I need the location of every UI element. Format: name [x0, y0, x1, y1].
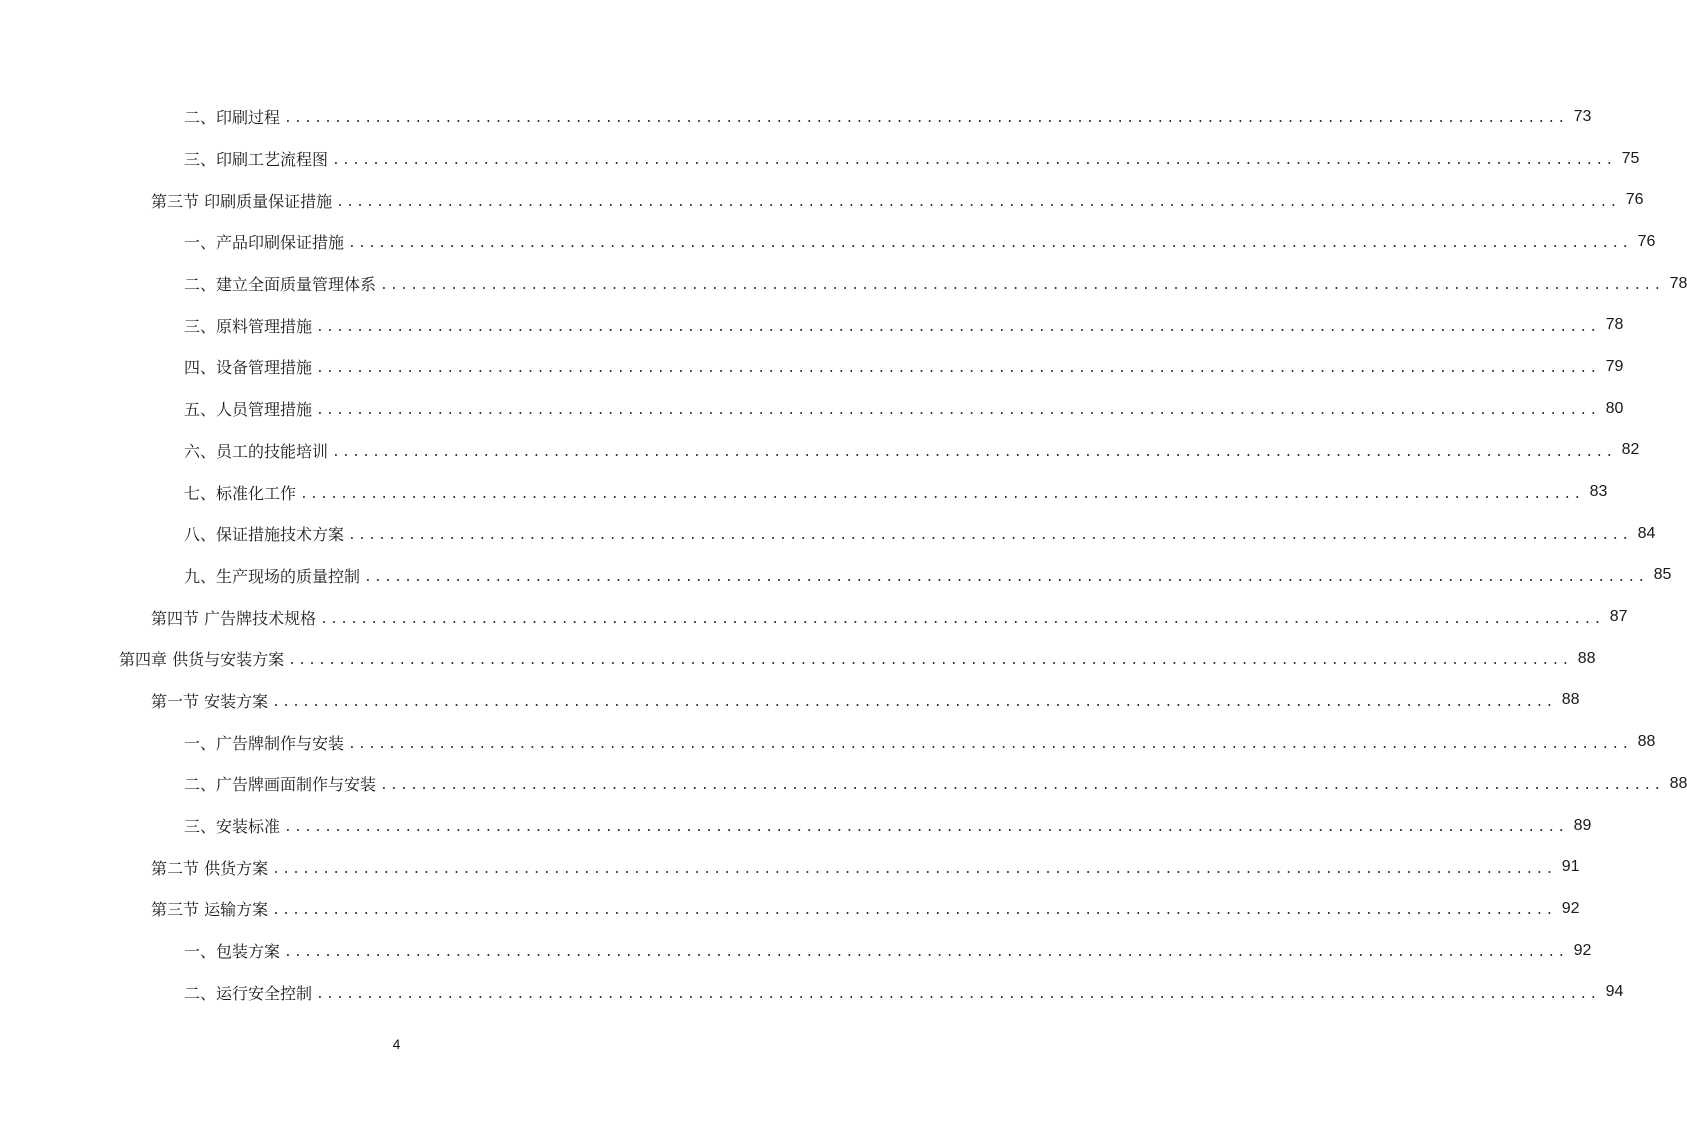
- toc-entry[interactable]: [0, 846, 1580, 888]
- toc-entry[interactable]: [0, 471, 1608, 513]
- toc-entry-title: 第一节 安装方案: [151, 691, 269, 711]
- toc-entry-title: 七、标准化工作: [184, 483, 297, 503]
- toc-leader: ................................................................................................................................: [272, 861, 1556, 877]
- toc-leader: ................................................................................................................................: [288, 653, 1572, 669]
- toc-entry[interactable]: [0, 304, 1624, 346]
- toc-leader: ................................................................................................................................: [316, 361, 1600, 377]
- toc-entry-page: 89: [1573, 816, 1592, 834]
- toc-entry[interactable]: [0, 263, 1687, 305]
- toc-leader: ................................................................................................................................: [348, 528, 1632, 544]
- toc-entry-title: 二、印刷过程: [184, 108, 281, 128]
- toc-entry-page: 79: [1605, 357, 1624, 375]
- toc-entry[interactable]: [0, 346, 1624, 388]
- toc-entry[interactable]: [0, 138, 1640, 180]
- toc-entry[interactable]: [0, 805, 1592, 847]
- toc-entry-page: 78: [1669, 274, 1687, 292]
- toc-entry-title: 二、建立全面质量管理体系: [184, 275, 377, 295]
- toc-entry-page: 82: [1621, 441, 1640, 459]
- toc-entry[interactable]: [0, 930, 1592, 972]
- toc-entry-page: 78: [1605, 316, 1624, 334]
- toc-entry[interactable]: [0, 555, 1672, 597]
- toc-entry-title: 第三节 印刷质量保证措施: [151, 191, 333, 211]
- toc-leader: ................................................................................................................................: [380, 278, 1664, 294]
- toc-entry-page: 88: [1561, 691, 1580, 709]
- toc-entry[interactable]: [0, 888, 1580, 930]
- toc-leader: ................................................................................................................................: [284, 820, 1568, 836]
- toc-leader: ................................................................................................................................: [332, 444, 1616, 460]
- toc-entry-page: 94: [1605, 983, 1624, 1001]
- toc-entry[interactable]: [0, 638, 1596, 680]
- toc-entry-page: 91: [1561, 858, 1580, 876]
- toc-entry-title: 九、生产现场的质量控制: [184, 566, 361, 586]
- toc-entry-title: 六、员工的技能培训: [184, 441, 329, 461]
- toc-leader: ................................................................................................................................: [348, 236, 1632, 252]
- toc-entry-title: 三、印刷工艺流程图: [184, 150, 329, 170]
- toc-entry-title: 二、广告牌画面制作与安装: [184, 775, 377, 795]
- toc-entry-title: 三、原料管理措施: [184, 316, 313, 336]
- toc-leader: ................................................................................................................................: [272, 694, 1556, 710]
- toc-entry-page: 83: [1589, 483, 1608, 501]
- toc-entry[interactable]: [0, 596, 1628, 638]
- toc-leader: ................................................................................................................................: [348, 736, 1632, 752]
- toc-entry-page: 76: [1625, 191, 1644, 209]
- toc-entry-title: 二、运行安全控制: [184, 983, 313, 1003]
- toc-entry[interactable]: [0, 388, 1624, 430]
- toc-leader: ................................................................................................................................: [364, 569, 1648, 585]
- toc-entry-page: 88: [1669, 774, 1687, 792]
- table-of-contents: [0, 96, 1687, 1013]
- toc-entry-page: 88: [1637, 733, 1656, 751]
- toc-entry-title: 五、人员管理措施: [184, 400, 313, 420]
- toc-entry-page: 84: [1637, 524, 1656, 542]
- toc-leader: ................................................................................................................................: [316, 403, 1600, 419]
- toc-entry-page: 85: [1653, 566, 1672, 584]
- toc-leader: ................................................................................................................................: [316, 319, 1600, 335]
- toc-entry-title: 第四节 广告牌技术规格: [151, 608, 317, 628]
- toc-entry-page: 88: [1577, 649, 1596, 667]
- toc-entry-page: 92: [1561, 899, 1580, 917]
- toc-entry-title: 第四章 供货与安装方案: [119, 650, 285, 670]
- toc-entry-title: 第三节 运输方案: [151, 900, 269, 920]
- toc-leader: ................................................................................................................................: [300, 486, 1584, 502]
- toc-entry[interactable]: [0, 971, 1624, 1013]
- toc-entry-title: 三、安装标准: [184, 817, 281, 837]
- toc-leader: ................................................................................................................................: [316, 986, 1600, 1002]
- toc-leader: ................................................................................................................................: [336, 194, 1620, 210]
- toc-leader: ................................................................................................................................: [272, 903, 1556, 919]
- toc-entry[interactable]: [0, 763, 1687, 805]
- toc-entry[interactable]: [0, 221, 1656, 263]
- toc-leader: ................................................................................................................................: [320, 611, 1604, 627]
- toc-entry-page: 76: [1637, 232, 1656, 250]
- toc-leader: ................................................................................................................................: [380, 778, 1664, 794]
- toc-entry[interactable]: [0, 721, 1656, 763]
- toc-entry-title: 四、设备管理措施: [184, 358, 313, 378]
- toc-leader: ................................................................................................................................: [332, 153, 1616, 169]
- toc-leader: ................................................................................................................................: [284, 945, 1568, 961]
- toc-entry-page: 87: [1609, 608, 1628, 626]
- page-number: 4: [392, 1036, 401, 1052]
- toc-entry[interactable]: [0, 179, 1644, 221]
- toc-entry-page: 75: [1621, 149, 1640, 167]
- toc-entry[interactable]: [0, 513, 1656, 555]
- toc-entry-title: 一、包装方案: [184, 942, 281, 962]
- toc-entry[interactable]: [0, 96, 1592, 138]
- toc-entry-title: 八、保证措施技术方案: [184, 525, 345, 545]
- toc-entry[interactable]: [0, 680, 1580, 722]
- toc-entry-page: 92: [1573, 941, 1592, 959]
- toc-entry[interactable]: [0, 430, 1640, 472]
- toc-entry-title: 一、广告牌制作与安装: [184, 733, 345, 753]
- toc-entry-title: 第二节 供货方案: [151, 858, 269, 878]
- toc-entry-page: 73: [1573, 107, 1592, 125]
- toc-entry-page: 80: [1605, 399, 1624, 417]
- toc-leader: ................................................................................................................................: [284, 111, 1568, 127]
- toc-entry-title: 一、产品印刷保证措施: [184, 233, 345, 253]
